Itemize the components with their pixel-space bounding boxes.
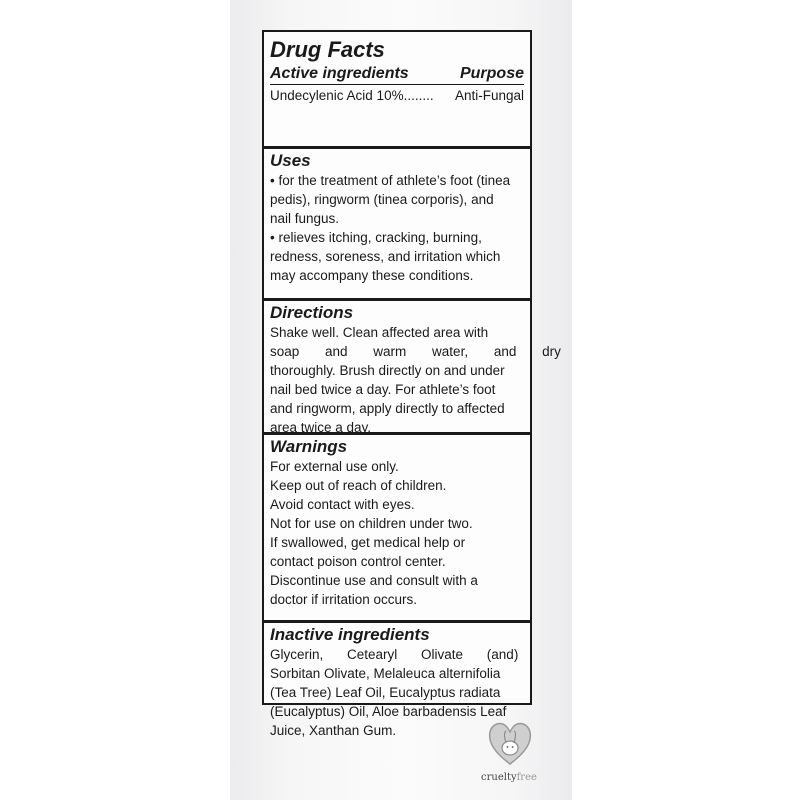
drug-facts-title: Drug Facts <box>270 37 385 62</box>
uses-line: • relieves itching, cracking, burning, <box>270 230 482 245</box>
inactive-line: Sorbitan Olivate, Melaleuca alternifolia <box>270 666 501 681</box>
active-ingredients-header-row <box>270 63 524 84</box>
directions-line: Shake well. Clean affected area with <box>270 325 489 340</box>
directions-line: area twice a day. <box>270 420 372 435</box>
directions-section <box>264 298 561 435</box>
drug-facts-panel <box>262 30 561 738</box>
uses-heading: Uses <box>270 151 311 170</box>
uses-line: redness, soreness, and irritation which <box>270 249 501 264</box>
uses-section <box>264 146 530 298</box>
cruelty-free-logo <box>481 712 544 792</box>
inactive-line: Glycerin, Cetearyl Olivate (and) <box>270 647 519 662</box>
free-word: free <box>516 772 537 783</box>
inactive-line: (Eucalyptus) Oil, Aloe barbadensis Leaf <box>270 704 507 719</box>
warnings-line: Discontinue use and consult with a <box>270 573 478 588</box>
warnings-line: Not for use on children under two. <box>270 516 473 531</box>
bunny-heart-icon <box>484 712 536 768</box>
warnings-text <box>270 457 524 609</box>
cruelty-free-text <box>481 772 537 783</box>
warnings-line: Keep out of reach of children. <box>270 478 447 493</box>
uses-line: pedis), ringworm (tinea corporis), and <box>270 192 494 207</box>
inactive-line: (Tea Tree) Leaf Oil, Eucalyptus radiata <box>270 685 501 700</box>
inactive-ingredients-heading: Inactive ingredients <box>270 625 430 644</box>
directions-text <box>270 323 561 437</box>
uses-line: may accompany these conditions. <box>270 268 474 283</box>
inactive-ingredients-section <box>264 620 530 738</box>
warnings-section <box>264 432 530 620</box>
directions-line: soap and warm water, and dry <box>270 344 561 359</box>
uses-line: • for the treatment of athlete’s foot (tinea <box>270 173 511 188</box>
inactive-line: Juice, Xanthan Gum. <box>270 723 397 738</box>
active-ingredients-heading: Active ingredients <box>270 65 409 82</box>
warnings-line: doctor if irritation occurs. <box>270 592 418 607</box>
uses-text <box>270 171 524 285</box>
directions-line: nail bed twice a day. For athlete’s foot <box>270 382 496 397</box>
purpose-heading: Purpose <box>459 65 524 82</box>
leader-dots: ........ <box>403 88 434 103</box>
warnings-heading: Warnings <box>270 437 348 456</box>
warnings-line: For external use only. <box>270 459 399 474</box>
warnings-line: If swallowed, get medical help or <box>270 535 466 550</box>
directions-line: and ringworm, apply directly to affected <box>270 401 505 416</box>
directions-heading: Directions <box>270 303 354 322</box>
cruelty-word: cruelty <box>481 772 517 783</box>
active-ingredient-name: Undecylenic Acid 10% <box>270 88 404 103</box>
warnings-line: Avoid contact with eyes. <box>270 497 415 512</box>
uses-line: nail fungus. <box>270 211 340 226</box>
active-ingredient-purpose: Anti-Fungal <box>454 88 524 103</box>
warnings-line: contact poison control center. <box>270 554 446 569</box>
directions-line: thoroughly. Brush directly on and under <box>270 363 505 378</box>
drug-facts-header-section <box>264 36 530 146</box>
active-ingredient-row <box>270 84 524 105</box>
